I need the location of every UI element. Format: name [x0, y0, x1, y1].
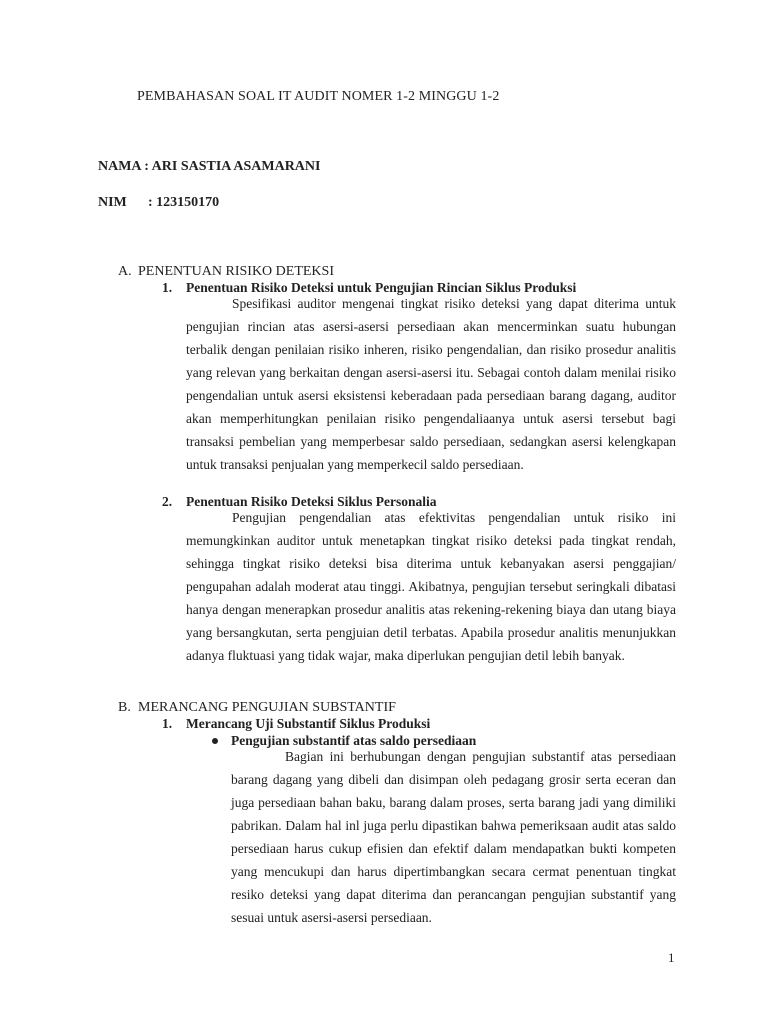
document-title: PEMBAHASAN SOAL IT AUDIT NOMER 1-2 MINGGU 1-2	[137, 89, 500, 104]
section-b-marker: B.	[118, 700, 131, 715]
section-a-item2-body: Pengujian pengendalian atas efektivitas pengendalian untuk risiko ini memungkinkan auditor untuk menetapkan tingkat risiko deteksi pada tingkat rendah, sehingga tingkat risiko deteksi bisa diterima untuk kebanyakan asersi penggajian/ pengupahan adalah moderat atau tinggi. Akibatnya, pengujian tersebut seringkali dibatasi hanya dengan menerapkan prosedur analitis atas rekening-rekening biaya dan utang biaya yang bersangkutan, serta pengjuian detil terbatas. Apabila prosedur analitis menunjukkan adanya fluktuasi yang tidak wajar, maka diperlukan pengujian detil lebih banyak.	[186, 510, 676, 663]
section-a-item2-heading: Penentuan Risiko Deteksi Siklus Personalia	[186, 494, 437, 509]
section-a-item1-marker: 1.	[162, 280, 173, 295]
nim-value: : 123150170	[148, 195, 220, 210]
section-a-item1-body: Spesifikasi auditor mengenai tingkat risiko deteksi yang dapat diterima untuk pengujian rincian atas asersi-asersi persediaan akan mencerminkan suatu hubungan terbalik dengan penilaian risiko inheren, risiko pengendalian, dan risiko prosedur analitis yang relevan yang berkaitan dengan asersi-asersi itu. Sebagai contoh dalam menilai risiko pengendalian untuk asersi eksistensi keberadaan pada persediaan barang dagang, auditor akan memperhitungkan penilaian risiko pengendaliaanya untuk asersi tersebut bagi transaksi pembelian yang memperbesar saldo persediaan, sedangkan asersi kelengkapan untuk transaksi penjualan yang memperkecil saldo persediaan.	[186, 296, 676, 472]
section-a-item2-marker: 2.	[162, 494, 173, 509]
page-number: 1	[668, 950, 675, 965]
section-b-item1-marker: 1.	[162, 716, 173, 731]
bullet-dot-icon	[212, 738, 218, 744]
section-b-heading: MERANCANG PENGUJIAN SUBSTANTIF	[138, 700, 396, 715]
section-b-bullet-body: Bagian ini berhubungan dengan pengujian substantif atas persediaan barang dagang yang dibeli dan disimpan oleh pedagang grosir serta eceran dan juga persediaan bahan baku, barang dalam proses, serta barang jadi yang dimiliki pabrikan. Dalam hal inl juga perlu dipastikan bahwa pemeriksaan audit atas saldo persediaan harus cukup efisien dan efektif dalam mendapatkan bukti kompeten yang mencukupi dan harus dipertimbangkan secara cermat penentuan tingkat resiko deteksi yang dapat diterima dan perancangan pengujian substantif yang sesuai untuk asersi-asersi persediaan.	[231, 749, 676, 925]
section-b-bullet-heading: Pengujian substantif atas saldo persediaan	[231, 733, 477, 748]
section-b-item1-heading: Merancang Uji Substantif Siklus Produksi	[186, 716, 431, 731]
section-a-heading: PENENTUAN RISIKO DETEKSI	[138, 264, 334, 279]
student-name: NAMA : ARI SASTIA ASAMARANI	[98, 159, 321, 174]
section-a-item1-heading: Penentuan Risiko Deteksi untuk Pengujian Rincian Siklus Produksi	[186, 280, 577, 295]
section-a-marker: A.	[118, 264, 132, 279]
nim-label: NIM	[98, 195, 127, 210]
